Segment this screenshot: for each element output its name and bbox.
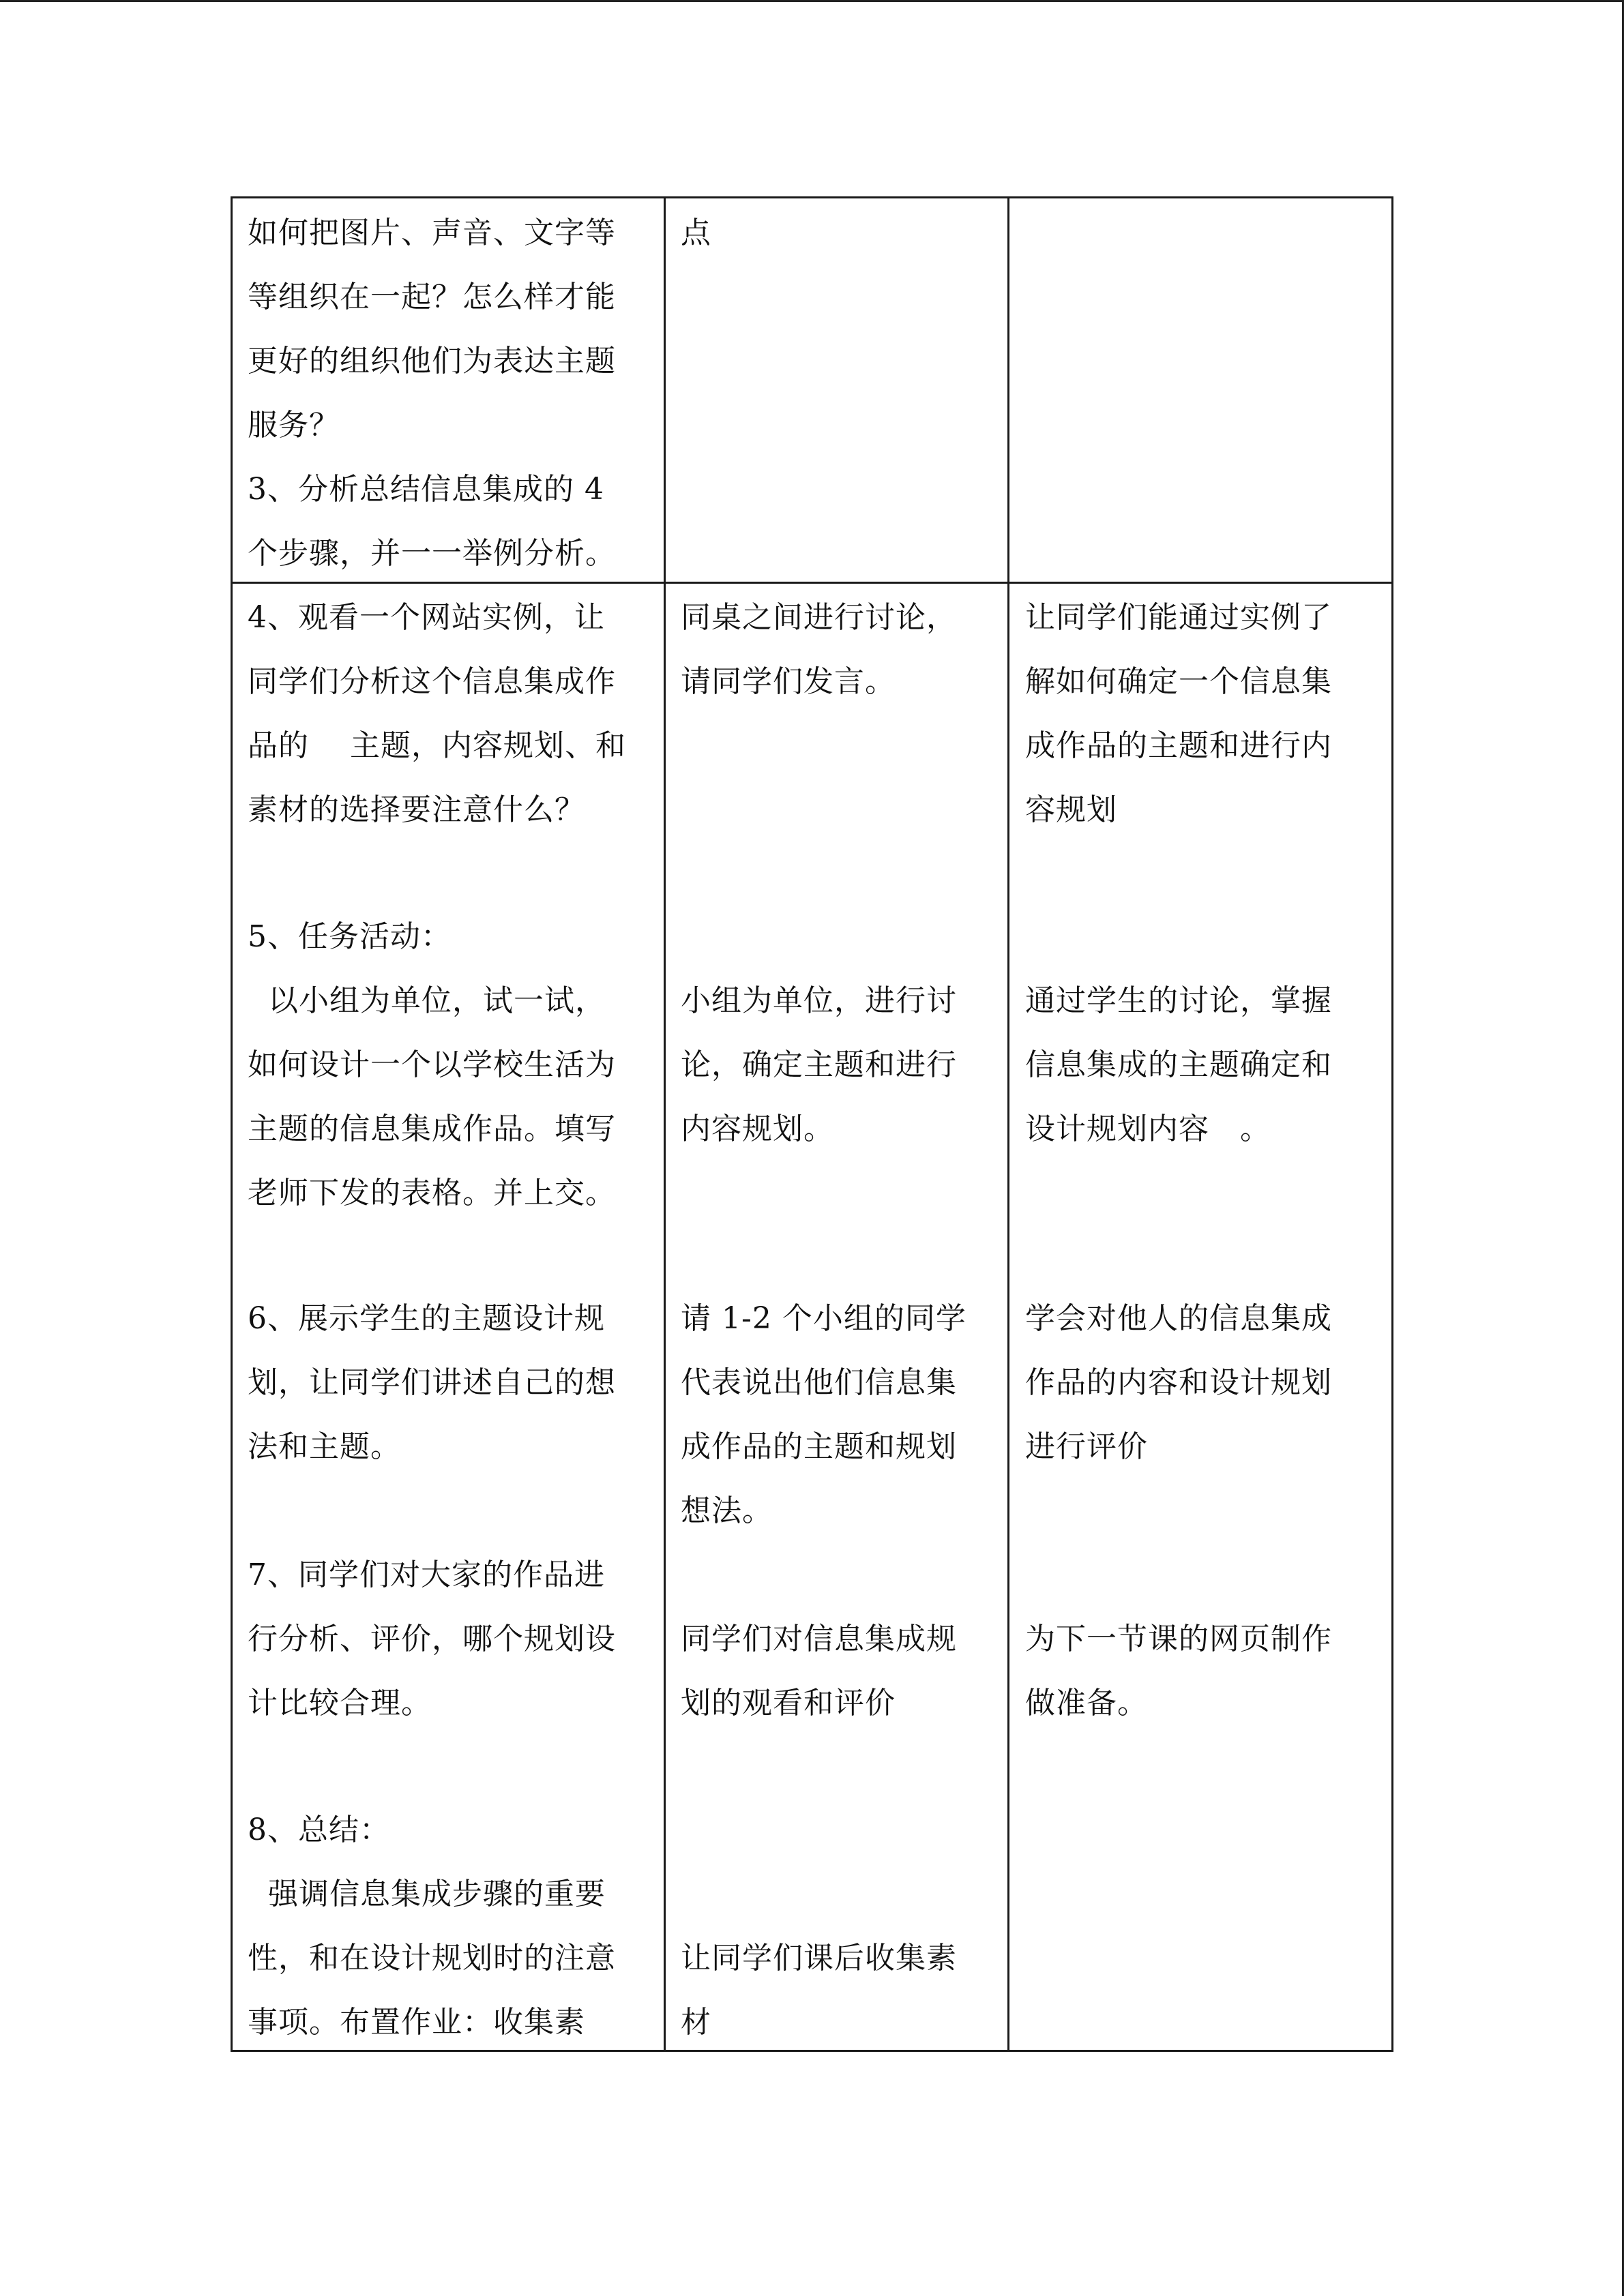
text-line: 如何把图片、声音、文字等 — [248, 215, 616, 250]
text-line: 事项。布置作业：收集素 — [248, 2005, 585, 2040]
text-line: 学会对他人的信息集成 — [1025, 1301, 1332, 1336]
text-line: 3、分析总结信息集成的 4 — [248, 472, 604, 507]
text-line: 6、展示学生的主题设计规 — [248, 1301, 605, 1336]
text-line: 老师下发的表格。并上交。 — [248, 1176, 616, 1210]
text-line: 强调信息集成步骤的重要 — [248, 1877, 606, 1911]
text-line: 做准备。 — [1025, 1686, 1148, 1720]
text-line: 解如何确定一个信息集 — [1025, 664, 1332, 699]
text-line: 同学们对信息集成规 — [681, 1622, 957, 1656]
text-line: 小组为单位，进行讨 — [681, 983, 957, 1018]
text-line: 主题的信息集成作品。填写 — [248, 1112, 616, 1146]
text-line: 材 — [681, 2005, 711, 2040]
column-divider-2 — [1007, 198, 1009, 2050]
text-line: 行分析、评价，哪个规划设 — [248, 1622, 616, 1656]
text-line: 品的 主题，内容规划、和 — [248, 728, 626, 763]
text-line: 想法。 — [681, 1493, 773, 1528]
lesson-plan-table — [231, 196, 1393, 2052]
text-line: 服务？ — [248, 408, 340, 443]
text-line: 同桌之间进行讨论， — [681, 600, 957, 635]
text-line: 划，让同学们讲述自己的想 — [248, 1365, 616, 1400]
text-line: 计比较合理。 — [248, 1686, 432, 1720]
text-line: 同学们分析这个信息集成作 — [248, 664, 616, 699]
text-line: 代表说出他们信息集 — [681, 1365, 957, 1400]
page-top-border — [0, 0, 1624, 2]
text-line: 法和主题。 — [248, 1429, 401, 1464]
text-line: 论，确定主题和进行 — [681, 1047, 957, 1082]
text-line: 让同学们能通过实例了 — [1025, 600, 1332, 635]
text-line: 为下一节课的网页制作 — [1025, 1622, 1332, 1656]
text-line: 划的观看和评价 — [681, 1686, 896, 1720]
text-line: 4、观看一个网站实例，让 — [248, 600, 605, 635]
text-line: 信息集成的主题确定和 — [1025, 1047, 1332, 1082]
text-line: 设计规划内容 。 — [1025, 1112, 1271, 1146]
text-line: 以小组为单位，试一试， — [248, 983, 606, 1018]
text-line: 成作品的主题和进行内 — [1025, 728, 1332, 763]
text-line: 点 — [681, 215, 711, 250]
text-line: 更好的组织他们为表达主题 — [248, 344, 616, 378]
text-line: 7、同学们对大家的作品进 — [248, 1557, 605, 1592]
text-line: 8、总结： — [248, 1813, 390, 1847]
text-line: 作品的内容和设计规划 — [1025, 1365, 1332, 1400]
text-line: 容规划 — [1025, 792, 1117, 827]
column-divider-1 — [664, 198, 666, 2050]
text-line: 让同学们课后收集素 — [681, 1941, 957, 1976]
text-line: 内容规划。 — [681, 1112, 834, 1146]
text-line: 请 1-2 个小组的同学 — [681, 1301, 966, 1336]
text-line: 进行评价 — [1025, 1429, 1148, 1464]
text-line: 成作品的主题和规划 — [681, 1429, 957, 1464]
text-line: 等组织在一起？怎么样才能 — [248, 280, 616, 314]
text-line: 如何设计一个以学校生活为 — [248, 1047, 616, 1082]
text-line: 素材的选择要注意什么？ — [248, 792, 585, 827]
text-line: 5、任务活动： — [248, 919, 452, 954]
text-line: 通过学生的讨论，掌握 — [1025, 983, 1332, 1018]
text-line: 请同学们发言。 — [681, 664, 896, 699]
text-line: 个步骤，并一一举例分析。 — [248, 536, 616, 571]
text-line: 性，和在设计规划时的注意 — [248, 1941, 616, 1976]
